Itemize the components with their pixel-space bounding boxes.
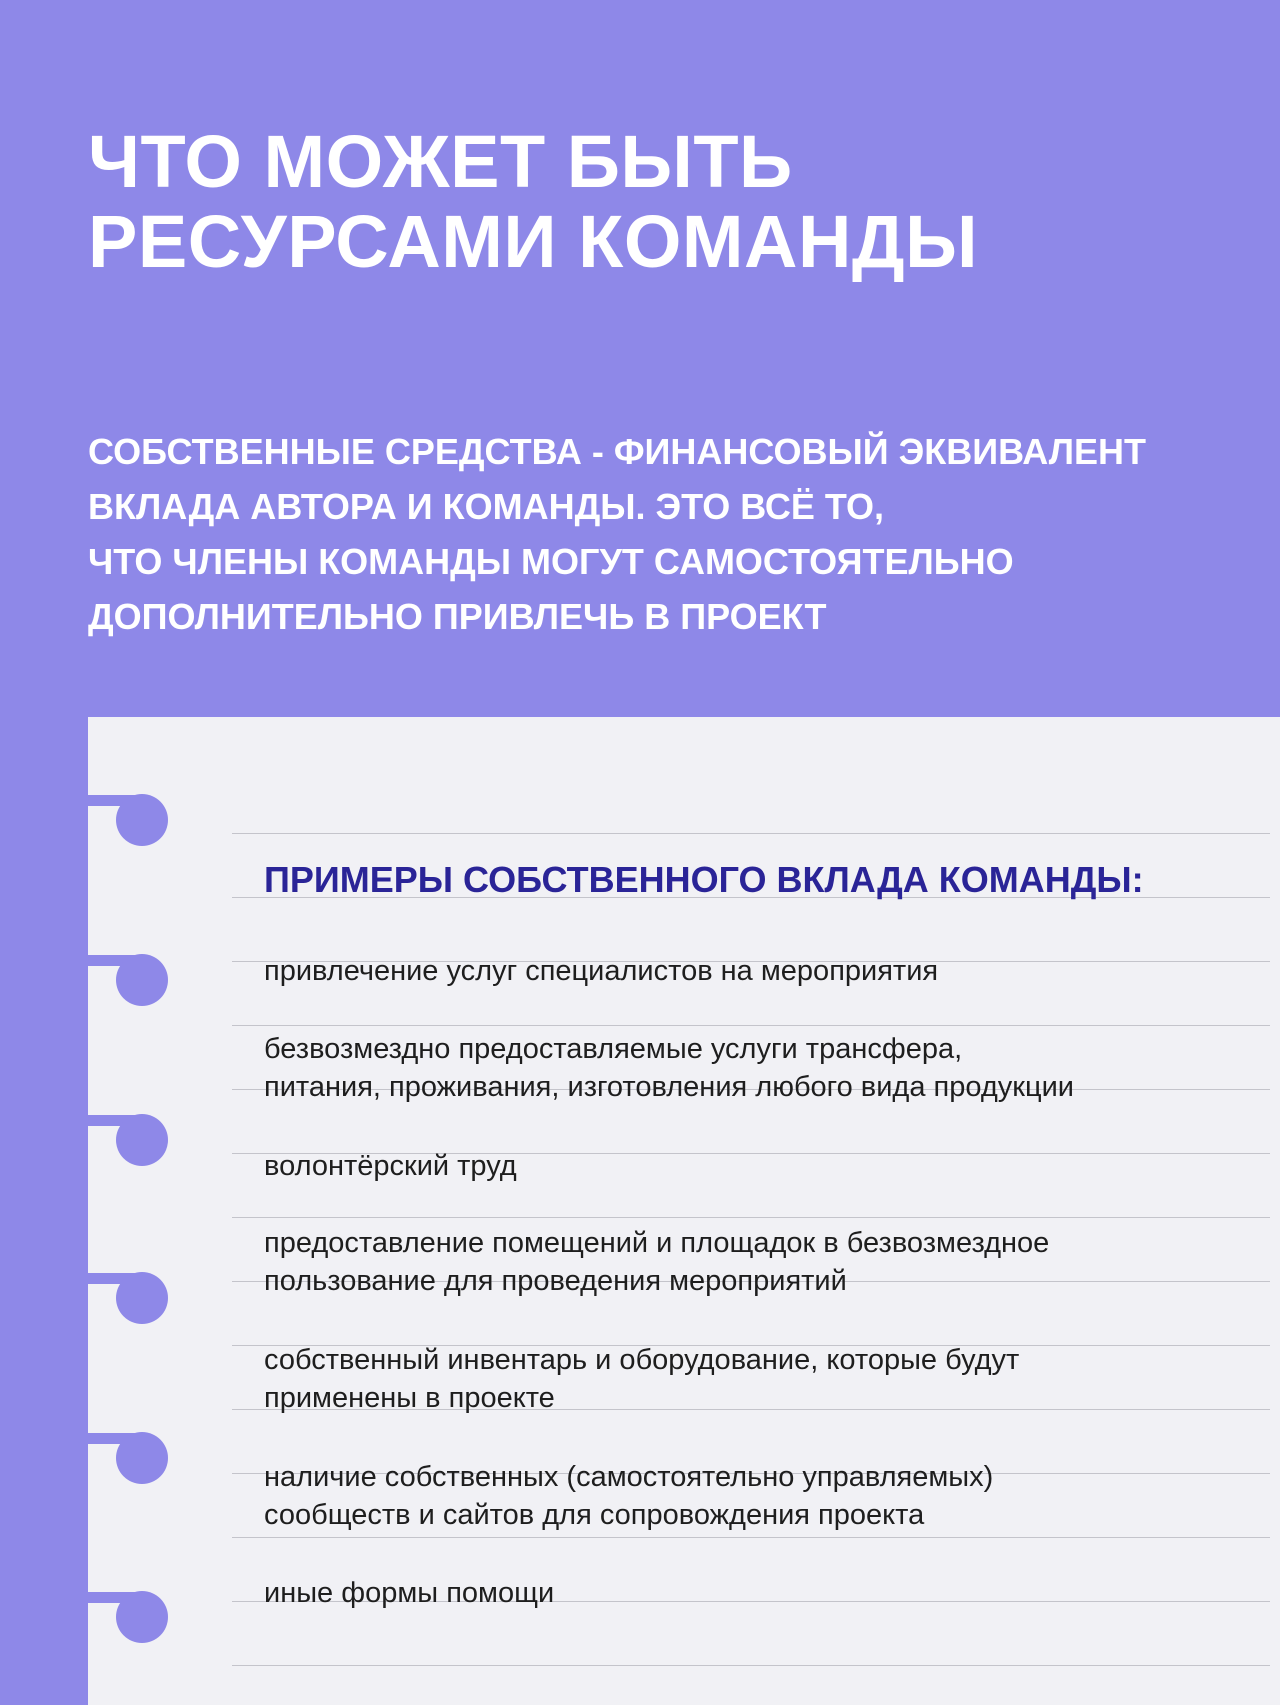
list-heading: ПРИМЕРЫ СОБСТВЕННОГО ВКЛАДА КОМАНДЫ:	[264, 859, 1144, 900]
ruled-line	[232, 1537, 1270, 1538]
list-item: наличие собственных (самостоятельно управляемых) сообществ и сайтов для сопровождения проекта	[264, 1461, 994, 1531]
page-title-line-2: РЕСУРСАМИ КОМАНДЫ	[88, 200, 979, 283]
ruled-line	[232, 1217, 1270, 1218]
list-item: собственный инвентарь и оборудование, которые будут применены в проекте	[264, 1344, 1020, 1414]
ruled-line	[232, 1665, 1270, 1666]
list-item: предоставление помещений и площадок в безвозмездное пользование для проведения мероприятий	[264, 1227, 1050, 1297]
intro-text	[88, 424, 1208, 644]
ruled-line	[232, 833, 1270, 834]
intro-line-1: СОБСТВЕННЫЕ СРЕДСТВА - ФИНАНСОВЫЙ ЭКВИВАЛЕНТ	[88, 431, 1146, 472]
page-title	[88, 122, 1208, 282]
list-item: иные формы помощи	[264, 1577, 555, 1609]
list-item: привлечение услуг специалистов на мероприятия	[264, 955, 939, 987]
intro-line-2: ВКЛАДА АВТОРА И КОМАНДЫ. ЭТО ВСЁ ТО,	[88, 486, 885, 527]
intro-line-4: ДОПОЛНИТЕЛЬНО ПРИВЛЕЧЬ В ПРОЕКТ	[88, 596, 827, 637]
list-item: волонтёрский труд	[264, 1150, 517, 1182]
ruled-line	[232, 1025, 1270, 1026]
intro-line-3: ЧТО ЧЛЕНЫ КОМАНДЫ МОГУТ САМОСТОЯТЕЛЬНО	[88, 541, 1014, 582]
list-item: безвозмездно предоставляемые услуги трансфера, питания, проживания, изготовления любого вида продукции	[264, 1033, 1074, 1103]
page-title-line-1: ЧТО МОЖЕТ БЫТЬ	[88, 120, 793, 203]
